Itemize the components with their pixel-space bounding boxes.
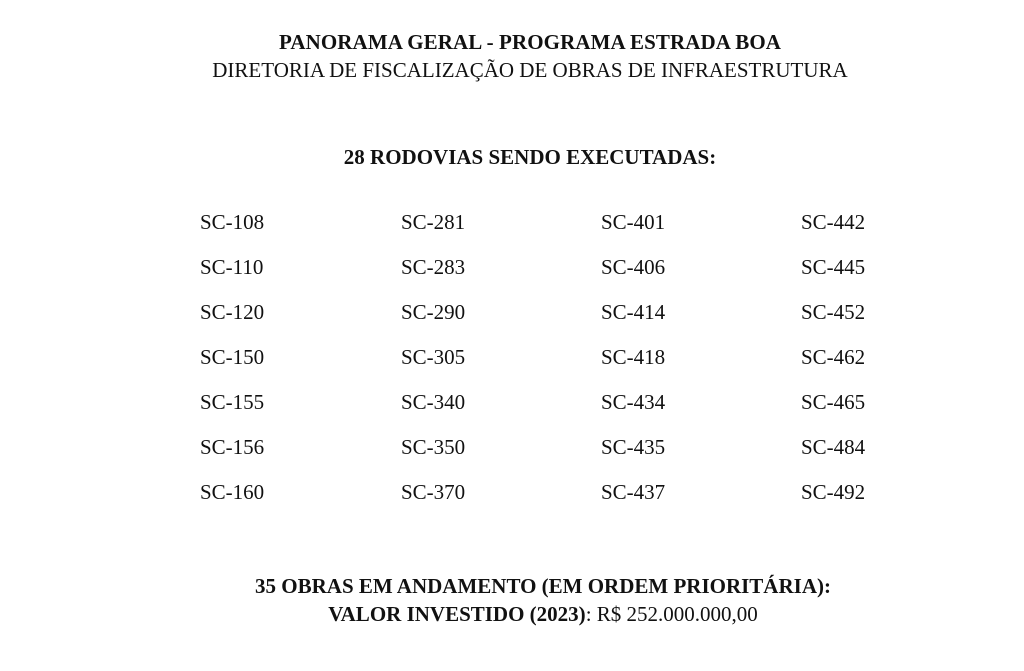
road-code: SC-445 [801, 255, 866, 279]
investment-separator: : [585, 602, 592, 626]
road-code: SC-283 [401, 255, 466, 279]
road-code: SC-406 [601, 255, 666, 279]
road-code: SC-156 [200, 435, 265, 459]
road-code: SC-462 [801, 345, 866, 369]
road-code: SC-160 [200, 480, 265, 504]
road-grid [200, 210, 920, 510]
road-code: SC-110 [200, 255, 264, 279]
road-code: SC-401 [601, 210, 666, 234]
road-code: SC-340 [401, 390, 466, 414]
road-code: SC-434 [601, 390, 666, 414]
road-code: SC-465 [801, 390, 866, 414]
road-code: SC-281 [401, 210, 466, 234]
investment-label: VALOR INVESTIDO (2023) [328, 602, 586, 626]
road-code: SC-492 [801, 480, 866, 504]
road-code: SC-452 [801, 300, 866, 324]
document-subtitle: DIRETORIA DE FISCALIZAÇÃO DE OBRAS DE INFRAESTRUTURA [212, 58, 848, 82]
road-code: SC-120 [200, 300, 265, 324]
document-title: PANORAMA GERAL - PROGRAMA ESTRADA BOA [278, 30, 782, 54]
road-code: SC-108 [200, 210, 265, 234]
road-code: SC-290 [401, 300, 466, 324]
road-code: SC-418 [601, 345, 666, 369]
investment-line [0, 602, 1024, 626]
roads-heading: 28 RODOVIAS SENDO EXECUTADAS: [343, 145, 717, 169]
road-code: SC-370 [401, 480, 466, 504]
road-code: SC-437 [601, 480, 666, 504]
road-code: SC-150 [200, 345, 265, 369]
road-code: SC-442 [801, 210, 866, 234]
road-code: SC-414 [601, 300, 666, 324]
investment-value: R$ 252.000.000,00 [591, 602, 758, 626]
works-heading: 35 OBRAS EM ANDAMENTO (EM ORDEM PRIORITÁRIA): [255, 574, 831, 598]
road-code: SC-350 [401, 435, 466, 459]
road-code: SC-435 [601, 435, 666, 459]
road-code: SC-155 [200, 390, 265, 414]
road-code: SC-484 [801, 435, 866, 459]
road-code: SC-305 [401, 345, 466, 369]
